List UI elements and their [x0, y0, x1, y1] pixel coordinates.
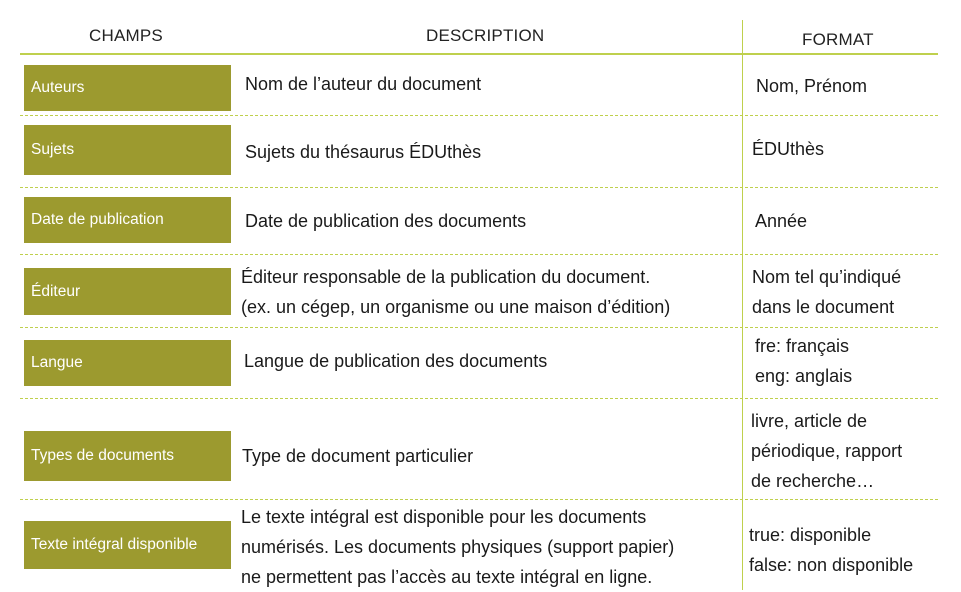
description-types-de-documents — [242, 441, 473, 471]
format-line: Année — [755, 211, 808, 231]
field-label-text: Éditeur — [31, 282, 81, 300]
description-line: Type de document particulier — [242, 446, 474, 466]
description-line: (ex. un cégep, un organisme ou une maison d’édition) — [241, 297, 671, 317]
format-line: livre, article de — [751, 411, 868, 431]
format-line: Nom, Prénom — [756, 76, 868, 96]
description-line: Le texte intégral est disponible pour les documents — [241, 507, 647, 527]
format-texte-integral-disponible — [749, 520, 913, 580]
field-label-texte-integral-disponible — [24, 521, 231, 569]
format-line: ÉDUthès — [752, 139, 825, 159]
description-auteurs — [245, 69, 481, 99]
description-line: Date de publication des documents — [245, 211, 527, 231]
field-label-text: Date de publication — [31, 211, 164, 228]
field-label-types-de-documents — [24, 431, 231, 481]
row-divider — [20, 254, 938, 255]
field-label-text: Types de documents — [31, 447, 175, 464]
column-header-description: DESCRIPTION — [426, 26, 545, 45]
format-line: true: disponible — [749, 525, 872, 545]
description-line: numérisés. Les documents physiques (support papier) — [241, 537, 675, 557]
format-auteurs — [756, 71, 867, 101]
description-editeur — [241, 262, 670, 322]
format-line: périodique, rapport — [751, 441, 903, 461]
description-langue — [244, 346, 547, 376]
field-label-text: Auteurs — [31, 79, 85, 96]
description-line: Langue de publication des documents — [244, 351, 548, 371]
field-label-text: Sujets — [31, 141, 75, 158]
format-types-de-documents — [751, 406, 902, 496]
row-divider — [20, 327, 938, 328]
format-date-de-publication — [755, 206, 807, 236]
format-line: eng: anglais — [755, 366, 853, 386]
column-header-champs: CHAMPS — [89, 26, 163, 45]
format-line: fre: français — [755, 336, 850, 356]
field-label-text: Texte intégral disponible — [31, 536, 198, 553]
row-divider — [20, 499, 938, 500]
format-editeur — [752, 262, 901, 322]
format-column-divider — [742, 20, 743, 590]
description-sujets — [245, 137, 481, 167]
field-label-sujets — [24, 125, 231, 175]
description-line: Éditeur responsable de la publication du document. — [241, 267, 651, 287]
format-langue — [755, 331, 852, 391]
header-rule — [20, 53, 938, 55]
description-line: ne permettent pas l’accès au texte intégral en ligne. — [241, 567, 653, 587]
row-divider — [20, 115, 938, 116]
format-line: false: non disponible — [749, 555, 914, 575]
description-line: Nom de l’auteur du document — [245, 74, 482, 94]
column-header-format: FORMAT — [802, 30, 874, 49]
field-label-date-de-publication — [24, 197, 231, 243]
description-date-de-publication — [245, 206, 526, 236]
row-divider — [20, 398, 938, 399]
description-line: Sujets du thésaurus ÉDUthès — [245, 142, 482, 162]
field-label-langue — [24, 340, 231, 386]
format-line: de recherche… — [751, 471, 875, 491]
field-label-auteurs — [24, 65, 231, 111]
format-line: Nom tel qu’indiqué — [752, 267, 902, 287]
format-sujets — [752, 134, 824, 164]
field-label-editeur — [24, 268, 231, 315]
row-divider — [20, 187, 938, 188]
field-label-text: Langue — [31, 354, 83, 371]
format-line: dans le document — [752, 297, 895, 317]
description-texte-integral-disponible — [241, 502, 674, 592]
